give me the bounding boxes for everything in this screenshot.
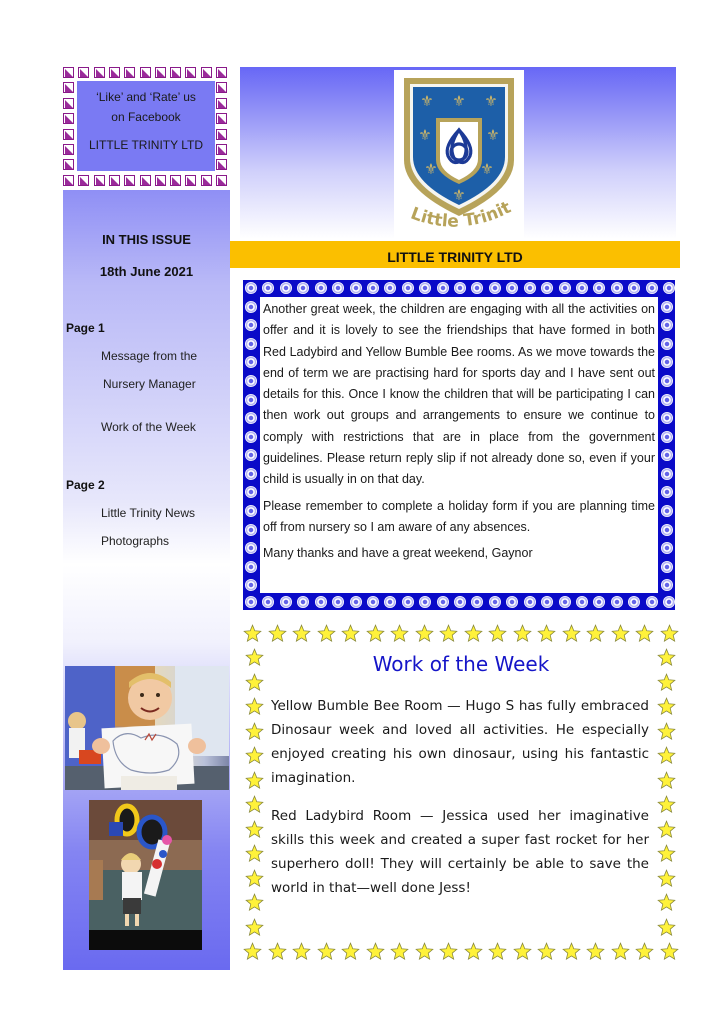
flower-border-icon <box>245 449 257 461</box>
border-tile-icon <box>216 98 227 109</box>
photo-illustration <box>89 800 202 950</box>
border-tile-icon <box>109 67 120 78</box>
flower-border-icon <box>661 319 673 331</box>
border-tile-icon <box>63 129 74 140</box>
flower-border-icon <box>576 596 588 608</box>
star-border-icon <box>245 844 264 863</box>
svg-text:⚜: ⚜ <box>452 92 466 110</box>
border-tile-icon <box>63 82 74 93</box>
star-border-icon <box>562 942 581 961</box>
star-border-icon <box>245 869 264 888</box>
flower-border-icon <box>454 282 466 294</box>
svg-text:⚜: ⚜ <box>486 126 500 144</box>
border-tile-icon <box>94 67 105 78</box>
star-border-icon <box>562 624 581 643</box>
flower-border-icon <box>384 596 396 608</box>
flower-border-icon <box>245 505 257 517</box>
flower-border-icon <box>628 282 640 294</box>
star-border-icon <box>635 624 654 643</box>
star-border-icon <box>268 942 287 961</box>
star-border-icon <box>341 624 360 643</box>
flower-border-icon <box>245 579 257 591</box>
star-border-icon <box>245 722 264 741</box>
flower-border-icon <box>661 356 673 368</box>
logo-text: Little Trinit <box>407 197 515 232</box>
flower-border-icon <box>661 449 673 461</box>
toc-page-2-label: Page 2 <box>66 478 105 492</box>
flower-border-icon <box>245 561 257 573</box>
star-border-icon <box>657 918 676 937</box>
star-border-icon <box>513 942 532 961</box>
border-tile-icon <box>63 98 74 109</box>
star-border-icon <box>292 624 311 643</box>
star-border-icon <box>537 942 556 961</box>
star-border-icon <box>657 795 676 814</box>
flower-border-icon <box>489 596 501 608</box>
border-tile-icon <box>216 82 227 93</box>
flower-border-icon <box>245 542 257 554</box>
star-border-icon <box>537 624 556 643</box>
flower-border-icon <box>661 431 673 443</box>
toc-item: Little Trinity News <box>101 506 196 520</box>
photo-illustration <box>65 666 229 790</box>
star-border-icon <box>657 746 676 765</box>
star-border-icon <box>366 942 385 961</box>
star-border-icon <box>488 942 507 961</box>
flower-border-icon <box>661 468 673 480</box>
facebook-promo-line1: ‘Like’ and ‘Rate’ us <box>96 90 196 104</box>
star-border-icon <box>341 942 360 961</box>
flower-border-icon <box>245 524 257 536</box>
border-tile-icon <box>78 175 89 186</box>
svg-text:⚜: ⚜ <box>452 186 466 204</box>
star-border-icon <box>657 697 676 716</box>
border-tile-icon <box>201 175 212 186</box>
star-border-icon <box>317 942 336 961</box>
border-tile-icon <box>216 159 227 170</box>
star-border-icon <box>657 820 676 839</box>
star-border-icon <box>390 942 409 961</box>
star-border-icon <box>488 624 507 643</box>
flower-border-icon <box>576 282 588 294</box>
star-border-icon <box>660 624 679 643</box>
border-tile-icon <box>140 67 151 78</box>
svg-text:⚜: ⚜ <box>418 126 432 144</box>
flower-border-icon <box>245 301 257 313</box>
toc-item: Work of the Week <box>101 420 196 434</box>
star-border-icon <box>243 624 262 643</box>
star-border-icon <box>464 624 483 643</box>
flower-border-icon <box>661 579 673 591</box>
flower-border-icon <box>419 596 431 608</box>
flower-border-icon <box>245 356 257 368</box>
flower-border-icon <box>559 282 571 294</box>
flower-border-icon <box>402 282 414 294</box>
flower-border-icon <box>437 282 449 294</box>
in-this-issue-heading: IN THIS ISSUE <box>102 232 191 247</box>
star-border-icon <box>657 673 676 692</box>
star-border-icon <box>611 942 630 961</box>
flower-border-icon <box>332 596 344 608</box>
border-tile-icon <box>155 67 166 78</box>
svg-text:⚜: ⚜ <box>420 92 434 110</box>
work-of-the-week-title: Work of the Week <box>372 652 550 676</box>
svg-text:⚜: ⚜ <box>424 160 438 178</box>
little-trinity-logo <box>394 70 524 238</box>
flower-border-icon <box>245 338 257 350</box>
flower-border-icon <box>471 596 483 608</box>
flower-border-icon <box>280 282 292 294</box>
flower-border-icon <box>332 282 344 294</box>
star-border-icon <box>611 624 630 643</box>
manager-message <box>260 297 658 593</box>
star-border-icon <box>245 893 264 912</box>
star-border-icon <box>586 942 605 961</box>
star-border-icon <box>439 624 458 643</box>
border-tile-icon <box>63 113 74 124</box>
flower-border-icon <box>245 282 257 294</box>
border-tile-icon <box>185 67 196 78</box>
flower-border-icon <box>315 596 327 608</box>
star-border-icon <box>245 795 264 814</box>
svg-text:⚜: ⚜ <box>484 92 498 110</box>
issue-date: 18th June 2021 <box>99 264 194 279</box>
border-tile-icon <box>109 175 120 186</box>
star-border-icon <box>657 722 676 741</box>
star-border-icon <box>657 893 676 912</box>
flower-border-icon <box>661 505 673 517</box>
flower-border-icon <box>297 596 309 608</box>
flower-border-icon <box>297 282 309 294</box>
flower-border-icon <box>661 338 673 350</box>
flower-border-icon <box>661 561 673 573</box>
star-border-icon <box>415 624 434 643</box>
flower-border-icon <box>245 394 257 406</box>
border-tile-icon <box>201 67 212 78</box>
flower-border-icon <box>541 596 553 608</box>
flower-border-icon <box>661 394 673 406</box>
svg-text:⚜: ⚜ <box>480 160 494 178</box>
star-border-icon <box>245 820 264 839</box>
border-tile-icon <box>63 144 74 155</box>
border-tile-icon <box>170 175 181 186</box>
star-border-icon <box>586 624 605 643</box>
flower-border-icon <box>402 596 414 608</box>
border-tile-icon <box>216 175 227 186</box>
flower-border-icon <box>646 282 658 294</box>
star-border-icon <box>268 624 287 643</box>
flower-border-icon <box>245 596 257 608</box>
flower-border-icon <box>611 596 623 608</box>
border-tile-icon <box>185 175 196 186</box>
border-tile-icon <box>124 67 135 78</box>
flower-border-icon <box>628 596 640 608</box>
photo-child-rocket <box>89 800 202 950</box>
border-tile-icon <box>216 129 227 140</box>
facebook-promo-line2: on Facebook <box>111 110 181 124</box>
message-paragraph: Another great week, the children are engaging with all the activities on offer and it is lovely to see the friendships that have formed in both Red Ladybird and Yellow Bumble Bee rooms. As we move towards the end of term we are practising hard for sports day and I have sent out details for this. Once I know the children that will be participating I can then work out groups and arrangements to ensure we continue to comply with restrictions that are in place from the government guidelines. Please return reply slip if not already done so, even if your child is usually in on that day. <box>263 302 655 487</box>
toc-item: Nursery Manager <box>103 377 196 391</box>
star-border-icon <box>513 624 532 643</box>
flower-border-icon <box>384 282 396 294</box>
flower-border-icon <box>593 596 605 608</box>
star-border-icon <box>245 673 264 692</box>
flower-border-icon <box>661 412 673 424</box>
flower-border-icon <box>661 486 673 498</box>
flower-border-icon <box>245 468 257 480</box>
flower-border-icon <box>524 596 536 608</box>
flower-border-icon <box>506 596 518 608</box>
work-entry: Red Ladybird Room — Jessica used her imaginative skills this week and created a super fast rocket for her superhero doll! They will certainly be able to save the world in that—well done Jess! <box>271 808 649 896</box>
star-border-icon <box>292 942 311 961</box>
flower-border-icon <box>350 282 362 294</box>
star-border-icon <box>245 918 264 937</box>
flower-border-icon <box>350 596 362 608</box>
facebook-promo-line3: LITTLE TRINITY LTD <box>88 138 204 152</box>
flower-border-icon <box>524 282 536 294</box>
work-of-the-week-section <box>243 622 679 964</box>
flower-border-icon <box>315 282 327 294</box>
star-border-icon <box>245 697 264 716</box>
flower-border-icon <box>262 282 274 294</box>
star-border-icon <box>657 648 676 667</box>
star-border-icon <box>660 942 679 961</box>
flower-border-icon <box>245 375 257 387</box>
star-border-icon <box>390 624 409 643</box>
border-tile-icon <box>63 159 74 170</box>
flower-border-icon <box>663 596 675 608</box>
title-banner: LITTLE TRINITY LTD <box>230 241 680 268</box>
photo-child-dinosaur-drawing <box>65 666 229 790</box>
star-border-icon <box>464 942 483 961</box>
star-border-icon <box>657 771 676 790</box>
flower-border-icon <box>437 596 449 608</box>
flower-border-icon <box>262 596 274 608</box>
message-signoff: Many thanks and have a great weekend, Gaynor <box>263 546 533 561</box>
star-border-icon <box>657 844 676 863</box>
border-tile-icon <box>216 67 227 78</box>
star-border-icon <box>245 746 264 765</box>
flower-border-icon <box>661 375 673 387</box>
flower-border-icon <box>593 282 605 294</box>
flower-border-icon <box>245 431 257 443</box>
star-border-icon <box>635 942 654 961</box>
flower-border-icon <box>661 542 673 554</box>
border-tile-icon <box>170 67 181 78</box>
star-border-icon <box>245 648 264 667</box>
star-border-icon <box>243 942 262 961</box>
flower-border-icon <box>245 486 257 498</box>
flower-border-icon <box>367 282 379 294</box>
work-entry: Yellow Bumble Bee Room — Hugo S has fully embraced Dinosaur week and loved all activities. He especially enjoyed creating his own dinosaur, using his fantastic imagination. <box>271 698 649 786</box>
star-border-icon <box>366 624 385 643</box>
border-tile-icon <box>94 175 105 186</box>
star-border-icon <box>245 771 264 790</box>
flower-border-icon <box>559 596 571 608</box>
flower-border-icon <box>245 412 257 424</box>
toc-item: Message from the <box>101 349 198 363</box>
star-border-icon <box>657 869 676 888</box>
flower-border-icon <box>663 282 675 294</box>
flower-border-icon <box>661 301 673 313</box>
border-tile-icon <box>216 144 227 155</box>
border-tile-icon <box>124 175 135 186</box>
border-tile-icon <box>63 67 74 78</box>
flower-border-icon <box>454 596 466 608</box>
flower-border-icon <box>506 282 518 294</box>
border-tile-icon <box>155 175 166 186</box>
facebook-promo-box <box>62 66 230 188</box>
star-border-icon <box>439 942 458 961</box>
message-paragraph: Please remember to complete a holiday form if you are planning time off from nursery so I am aware of any absences. <box>263 498 655 534</box>
flower-border-icon <box>367 596 379 608</box>
flower-border-icon <box>245 319 257 331</box>
border-tile-icon <box>216 113 227 124</box>
flower-border-icon <box>611 282 623 294</box>
flower-border-icon <box>419 282 431 294</box>
flower-border-icon <box>489 282 501 294</box>
flower-border-icon <box>646 596 658 608</box>
border-tile-icon <box>63 175 74 186</box>
toc-item: Photographs <box>101 534 170 548</box>
border-tile-icon <box>140 175 151 186</box>
flower-border-icon <box>471 282 483 294</box>
manager-message-frame <box>243 280 675 610</box>
flower-border-icon <box>661 524 673 536</box>
star-border-icon <box>415 942 434 961</box>
border-tile-icon <box>78 67 89 78</box>
flower-border-icon <box>541 282 553 294</box>
shield-crest-icon <box>394 70 524 238</box>
toc-page-1-label: Page 1 <box>66 321 105 335</box>
facebook-promo-inner <box>77 81 215 171</box>
star-border-icon <box>317 624 336 643</box>
flower-border-icon <box>280 596 292 608</box>
